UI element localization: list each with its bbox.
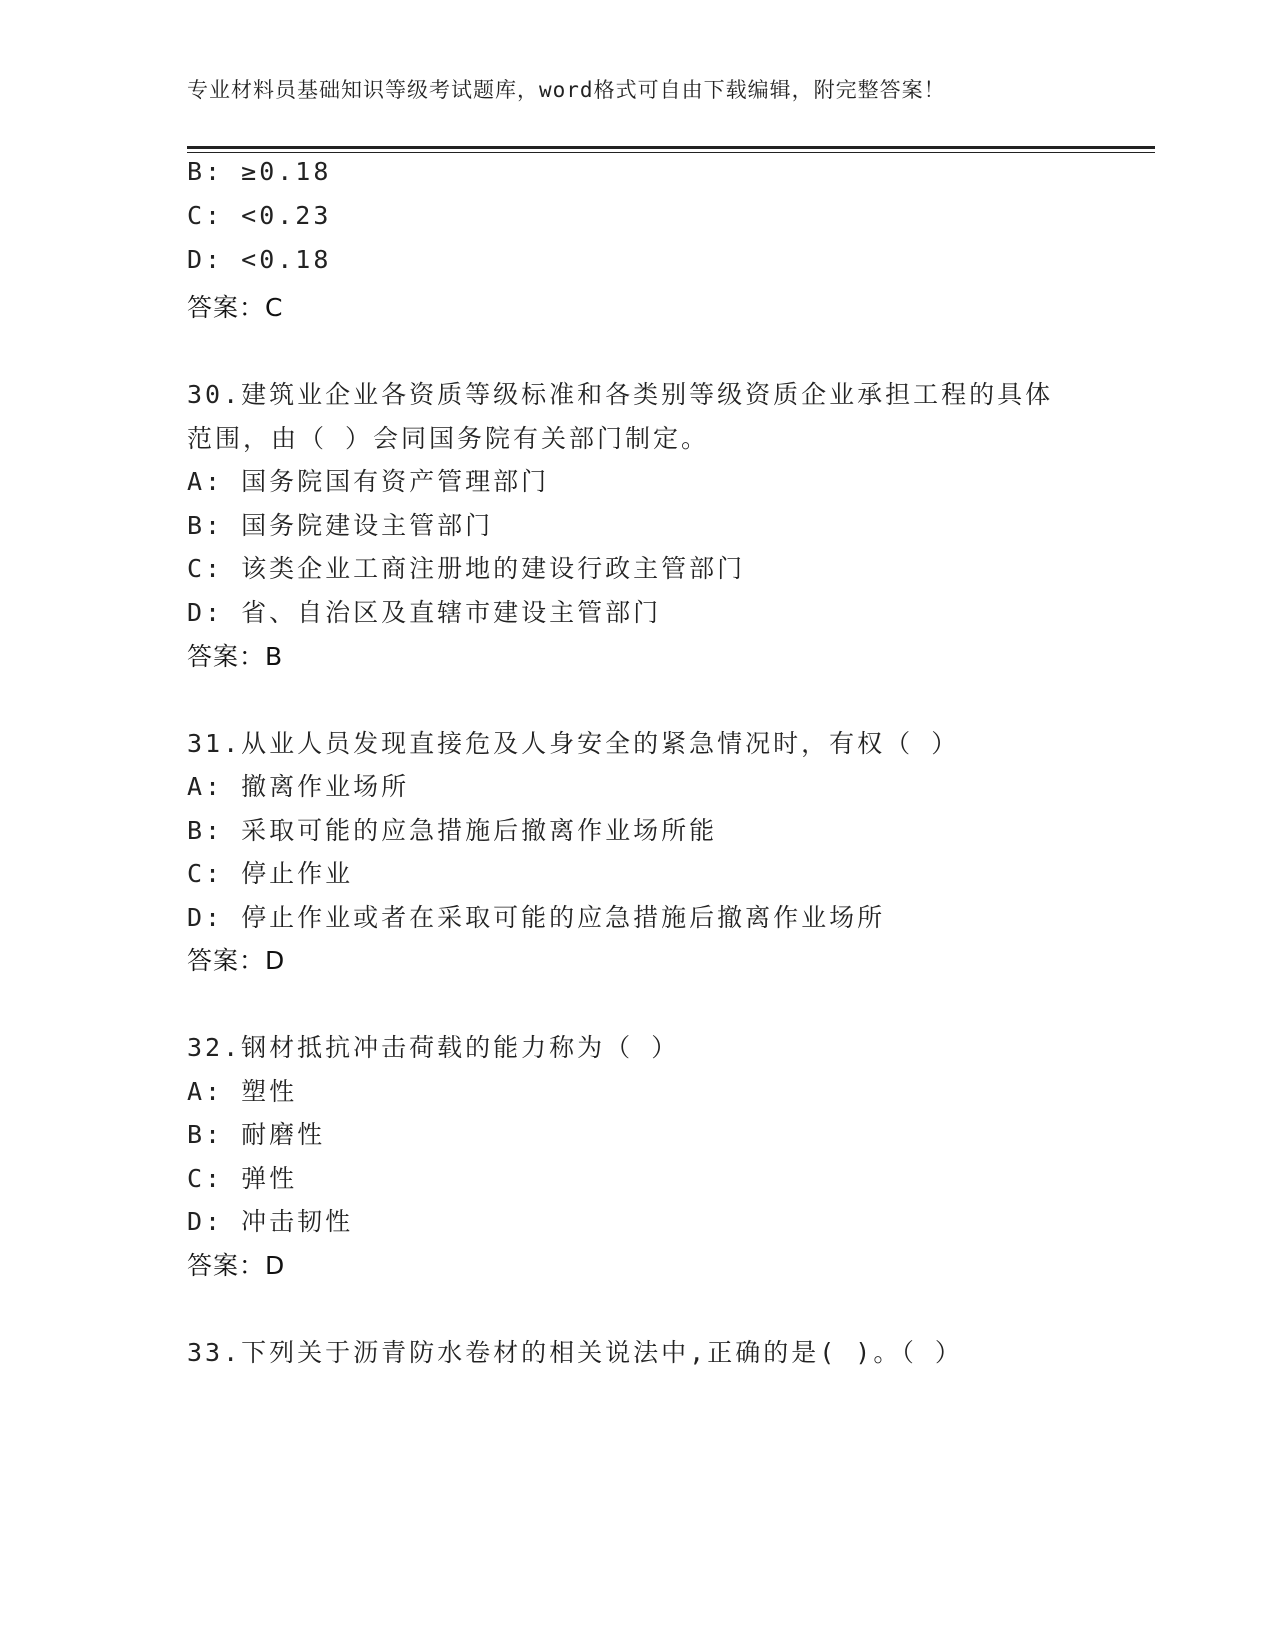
header-rule-thick xyxy=(187,146,1155,149)
q31-option-c: C: 停止作业 xyxy=(187,859,354,888)
q33-text-line1: 33.下列关于沥青防水卷材的相关说法中,正确的是( )。（ ） xyxy=(187,1338,963,1367)
q30-option-b: B: 国务院建设主管部门 xyxy=(187,511,494,540)
prev-option-b: B: ≥0.18 xyxy=(187,157,332,186)
q31-option-d: D: 停止作业或者在采取可能的应急措施后撤离作业场所 xyxy=(187,903,886,932)
q30-text-line1: 30.建筑业企业各资质等级标准和各类别等级资质企业承担工程的具体 xyxy=(187,380,1054,409)
q30-option-c: C: 该类企业工商注册地的建设行政主管部门 xyxy=(187,554,746,583)
q32-answer: 答案：D xyxy=(187,1251,286,1280)
q30-answer: 答案：B xyxy=(187,642,284,671)
q31-option-a: A: 撤离作业场所 xyxy=(187,772,410,801)
q31-text-line1: 31.从业人员发现直接危及人身安全的紧急情况时，有权（ ） xyxy=(187,729,960,758)
q32-option-a: A: 塑性 xyxy=(187,1077,298,1106)
q32-option-c: C: 弹性 xyxy=(187,1164,298,1193)
q32-text-line1: 32.钢材抵抗冲击荷载的能力称为（ ） xyxy=(187,1033,680,1062)
prev-answer: 答案：C xyxy=(187,293,284,322)
q31-option-b: B: 采取可能的应急措施后撤离作业场所能 xyxy=(187,816,718,845)
prev-option-d: D: <0.18 xyxy=(187,245,332,274)
page-header: 专业材料员基础知识等级考试题库，word格式可自由下载编辑，附完整答案！ xyxy=(187,78,946,102)
prev-option-c: C: <0.23 xyxy=(187,201,332,230)
q30-option-d: D: 省、自治区及直辖市建设主管部门 xyxy=(187,598,662,627)
header-rule-thin xyxy=(187,152,1155,153)
q31-answer: 答案：D xyxy=(187,946,286,975)
q30-option-a: A: 国务院国有资产管理部门 xyxy=(187,467,550,496)
q30-text-line2: 范围，由（ ）会同国务院有关部门制定。 xyxy=(187,424,710,453)
q32-option-d: D: 冲击韧性 xyxy=(187,1207,354,1236)
q32-option-b: B: 耐磨性 xyxy=(187,1120,326,1149)
